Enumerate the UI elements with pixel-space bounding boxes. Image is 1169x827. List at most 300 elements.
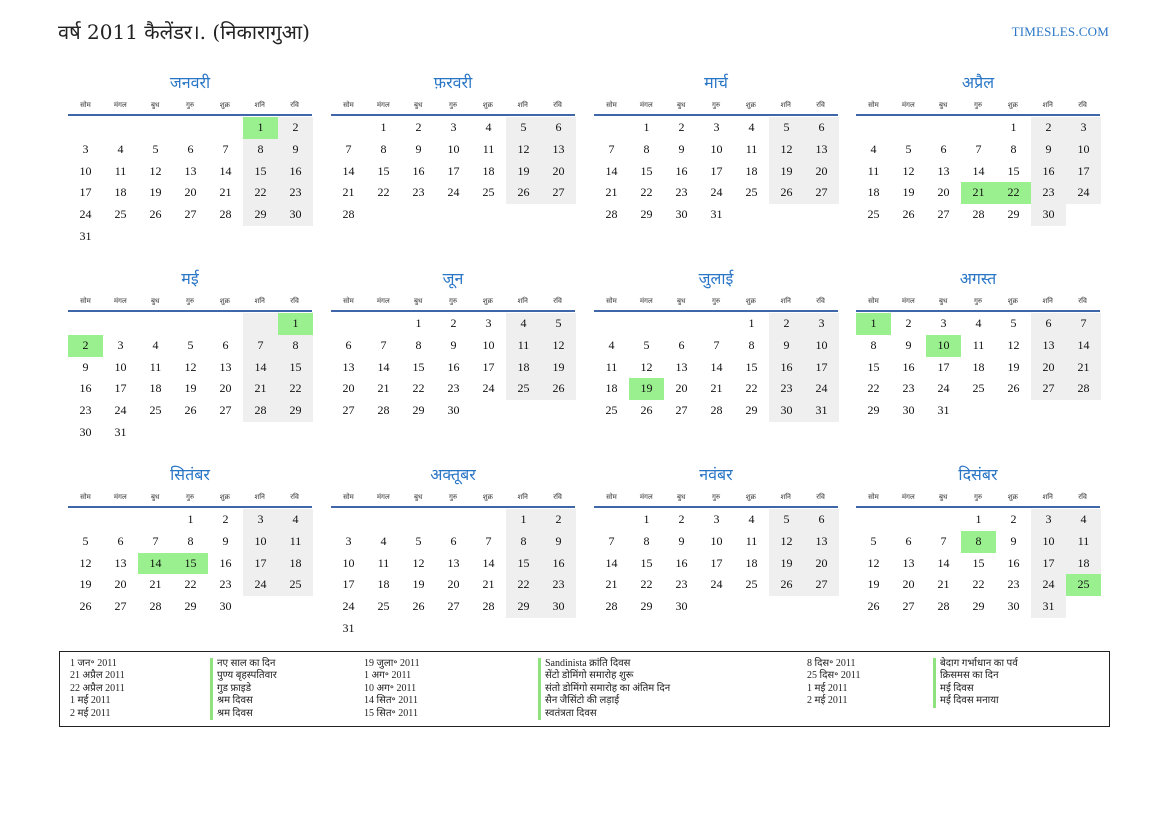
day-cell: 14 [219,163,232,178]
day-cell: 13 [184,163,197,178]
holiday-date: 22 अप्रैल 2011 [70,682,125,694]
weekday-label: शुक्र [745,297,756,305]
header-rule [331,310,575,312]
day-cell: 29 [640,599,653,614]
weekday-label: बुध [150,297,160,305]
day-cell: 4 [506,313,541,335]
day-cell: 23 [412,185,425,200]
day-grid [856,313,1101,422]
day-cell: 11 [278,531,313,553]
day-cell: 27 [342,403,355,418]
day-cell: 11 [745,141,758,156]
holiday-day-cell: 10 [926,335,961,357]
day-cell: 12 [1007,337,1020,352]
day-cell: 11 [114,163,127,178]
month-name: मई [181,269,199,288]
day-cell: 20 [219,381,232,396]
holiday-date: 1 जन॰ 2011 [70,658,117,669]
brand-link[interactable]: TIMESLES.COM [1011,24,1109,39]
day-cell: 6 [117,533,124,548]
day-grid [594,117,839,226]
weekday-label: गुरु [711,101,721,109]
weekday-label: गुरु [185,297,195,305]
day-cell: 2 [678,120,685,134]
weekday-label: गुरु [185,493,195,501]
day-cell: 16 [541,553,576,575]
day-cell: 9 [1031,139,1066,161]
weekday-header [68,98,312,112]
day-cell: 3 [713,120,720,134]
day-cell: 28 [219,207,232,222]
day-cell: 30 [278,204,313,226]
weekday-label: रवि [816,101,825,109]
weekday-label: मंगल [901,101,915,109]
holiday-date: 25 दिस॰ 2011 [807,670,861,682]
day-cell: 19 [541,357,576,379]
weekday-label: बुध [150,101,160,109]
day-cell: 30 [769,400,804,422]
weekday-label: शनि [1042,297,1053,305]
day-cell: 15 [377,163,390,178]
day-cell: 21 [605,577,618,592]
day-cell: 16 [79,381,92,396]
weekday-label: सोम [606,493,617,501]
empty-cell [366,313,401,335]
empty-cell [926,509,961,531]
empty-cell [103,313,138,335]
header-rule [856,506,1100,508]
empty-cell [594,509,629,531]
day-cell: 5 [769,509,804,531]
day-cell: 7 [345,141,352,156]
weekday-label: गुरु [185,101,195,109]
day-cell: 2 [769,313,804,335]
day-cell: 24 [482,381,495,396]
day-cell: 15 [278,357,313,379]
day-cell: 12 [769,139,804,161]
weekday-label: बुध [413,101,423,109]
empty-cell [208,117,243,139]
weekday-label: शुक्र [482,493,493,501]
day-cell: 7 [940,533,947,548]
holiday-date: 14 सित॰ 2011 [364,695,418,707]
day-cell: 27 [804,182,839,204]
weekday-label: शुक्र [219,297,230,305]
weekday-label: मंगल [376,297,390,305]
day-cell: 26 [79,599,92,614]
day-cell: 4 [485,120,492,134]
weekday-header [331,98,575,112]
day-cell: 13 [675,359,688,374]
weekday-header [856,98,1100,112]
weekday-header [594,294,838,308]
holiday-names-col1 [210,658,277,720]
day-cell: 15 [972,555,985,570]
weekday-label: शुक्र [745,101,756,109]
day-cell: 7 [222,141,229,156]
month-name: अगस्त [959,269,997,288]
day-cell: 17 [804,357,839,379]
day-cell: 30 [1007,599,1020,614]
day-cell: 13 [219,359,232,374]
weekday-label: शुक्र [745,493,756,501]
day-cell: 21 [243,378,278,400]
day-grid [594,313,839,422]
day-cell: 27 [937,207,950,222]
holiday-name: मई दिवस [933,683,1018,695]
weekday-label: रवि [553,297,562,305]
empty-cell [68,313,103,335]
day-cell: 12 [541,335,576,357]
day-cell: 15 [640,555,653,570]
day-cell: 1 [187,512,194,526]
day-cell: 12 [79,555,92,570]
holiday-name: मई दिवस मनाया [933,695,1018,707]
day-cell: 26 [149,207,162,222]
holiday-date: 10 अग॰ 2011 [364,682,417,694]
empty-cell [961,117,996,139]
day-cell: 27 [675,403,688,418]
day-cell: 29 [278,400,313,422]
day-cell: 6 [541,117,576,139]
day-cell: 30 [541,596,576,618]
day-cell: 13 [804,531,839,553]
day-cell: 10 [447,141,460,156]
day-cell: 5 [415,533,422,548]
holiday-day-cell: 1 [278,313,313,335]
day-cell: 19 [1007,359,1020,374]
weekday-label: मंगल [376,493,390,501]
day-cell: 29 [412,403,425,418]
weekday-label: मंगल [639,493,653,501]
day-cell: 2 [678,512,685,526]
weekday-label: मंगल [113,297,127,305]
day-cell: 22 [184,577,197,592]
day-cell: 19 [149,185,162,200]
day-cell: 11 [1066,531,1101,553]
day-cell: 1 [415,316,422,330]
day-cell: 4 [748,512,755,526]
day-cell: 25 [745,577,758,592]
month-name: जून [442,269,464,288]
day-cell: 21 [219,185,232,200]
day-cell: 19 [867,577,880,592]
day-cell: 10 [342,555,355,570]
day-cell: 3 [82,141,89,156]
day-cell: 10 [79,163,92,178]
month-block [856,72,1100,226]
day-cell: 5 [152,141,159,156]
month-name: फ़रवरी [433,73,473,92]
day-cell: 15 [745,359,758,374]
holiday-dates-col3 [807,658,861,708]
day-cell: 28 [937,599,950,614]
weekday-label: सोम [343,297,354,305]
day-cell: 18 [972,359,985,374]
holiday-name: नए साल का दिन [210,658,277,670]
header-rule [856,310,1100,312]
holiday-date: 21 अप्रैल 2011 [70,670,125,682]
day-cell: 25 [149,403,162,418]
day-cell: 16 [1031,161,1066,183]
day-cell: 14 [937,555,950,570]
header-rule [68,114,312,116]
weekday-label: गुरु [973,493,983,501]
holiday-date: 19 जुला॰ 2011 [364,658,420,669]
day-cell: 8 [870,337,877,352]
day-cell: 6 [804,117,839,139]
day-cell: 14 [710,359,723,374]
weekday-label: बुध [676,101,686,109]
day-cell: 24 [710,185,723,200]
empty-cell [856,509,891,531]
day-cell: 20 [342,381,355,396]
empty-cell [103,509,138,531]
day-cell: 30 [1031,204,1066,226]
empty-cell [471,509,506,531]
day-cell: 17 [1031,553,1066,575]
day-cell: 17 [243,553,278,575]
empty-cell [138,509,173,531]
day-cell: 10 [482,337,495,352]
day-cell: 24 [79,207,92,222]
empty-cell [103,117,138,139]
day-cell: 20 [804,553,839,575]
day-cell: 14 [377,359,390,374]
holiday-name: सैन जैसिंटो की लड़ाई [538,695,670,707]
weekday-label: सोम [868,101,879,109]
day-cell: 8 [380,141,387,156]
day-cell: 15 [243,161,278,183]
day-cell: 16 [675,555,688,570]
weekday-label: मंगल [376,101,390,109]
day-cell: 25 [377,599,390,614]
day-cell: 19 [506,161,541,183]
day-cell: 3 [804,313,839,335]
weekday-header [856,490,1100,504]
day-cell: 24 [710,577,723,592]
weekday-label: बुध [413,297,423,305]
day-cell: 11 [149,359,162,374]
weekday-label: शुक्र [219,101,230,109]
empty-cell [401,509,436,531]
day-cell: 25 [506,378,541,400]
day-cell: 31 [937,403,950,418]
day-grid [331,313,576,422]
empty-cell [331,313,366,335]
holiday-day-cell: 8 [961,531,996,553]
weekday-label: गुरु [711,493,721,501]
month-block [68,464,312,618]
day-cell: 17 [710,555,723,570]
empty-cell [68,117,103,139]
day-cell: 6 [804,509,839,531]
day-cell: 26 [184,403,197,418]
day-cell: 18 [745,555,758,570]
day-cell: 27 [114,599,127,614]
weekday-label: गुरु [448,101,458,109]
day-cell: 5 [769,117,804,139]
day-cell: 1 [748,316,755,330]
day-cell: 10 [1066,139,1101,161]
day-cell: 9 [1010,533,1017,548]
weekday-label: गुरु [448,297,458,305]
month-name: सितंबर [170,465,210,484]
header-rule [856,114,1100,116]
holiday-day-cell: 19 [629,378,664,400]
month-name: अप्रैल [961,73,995,92]
weekday-label: मंगल [639,101,653,109]
day-cell: 6 [1031,313,1066,335]
day-cell: 8 [643,141,650,156]
day-cell: 28 [605,207,618,222]
header-rule [331,506,575,508]
day-cell: 8 [187,533,194,548]
day-cell: 27 [184,207,197,222]
holiday-day-cell: 1 [243,117,278,139]
day-cell: 3 [1066,117,1101,139]
day-cell: 7 [608,533,615,548]
empty-cell [594,313,629,335]
empty-cell [891,117,926,139]
month-block [594,464,838,618]
day-cell: 30 [675,599,688,614]
day-cell: 5 [187,337,194,352]
day-cell: 9 [678,533,685,548]
month-block [331,268,575,422]
holiday-date: 2 मई 2011 [807,695,848,707]
holiday-date: 15 सित॰ 2011 [364,707,418,719]
day-cell: 14 [342,163,355,178]
day-cell: 23 [675,577,688,592]
day-cell: 4 [380,533,387,548]
weekday-label: शनि [254,101,265,109]
empty-cell [331,117,366,139]
day-cell: 20 [1031,357,1066,379]
day-cell: 22 [412,381,425,396]
holiday-name: गुड फ्राइडे [210,683,277,695]
day-cell: 18 [605,381,618,396]
weekday-label: गुरु [973,297,983,305]
day-cell: 9 [450,337,457,352]
day-cell: 1 [643,512,650,526]
day-cell: 14 [605,555,618,570]
weekday-label: बुध [676,493,686,501]
empty-cell [138,313,173,335]
day-cell: 18 [1066,553,1101,575]
day-cell: 23 [675,185,688,200]
weekday-label: सोम [80,297,91,305]
holiday-name: पुण्य बृहस्पतिवार [210,670,277,682]
holiday-date: 1 मई 2011 [807,682,848,694]
day-cell: 4 [608,337,615,352]
day-cell: 19 [769,161,804,183]
day-cell: 21 [342,185,355,200]
day-cell: 7 [380,337,387,352]
day-cell: 14 [605,163,618,178]
weekday-label: रवि [553,101,562,109]
day-cell: 23 [769,378,804,400]
day-cell: 9 [905,337,912,352]
day-cell: 6 [940,141,947,156]
day-cell: 6 [187,141,194,156]
day-cell: 11 [605,359,618,374]
day-cell: 11 [482,141,495,156]
day-cell: 2 [278,117,313,139]
day-cell: 9 [278,139,313,161]
day-cell: 28 [482,599,495,614]
weekday-label: गुरु [711,297,721,305]
header-rule [594,114,838,116]
day-cell: 22 [640,185,653,200]
day-cell: 29 [243,204,278,226]
day-cell: 17 [342,577,355,592]
day-cell: 10 [1031,531,1066,553]
day-cell: 3 [117,337,124,352]
day-cell: 28 [149,599,162,614]
day-cell: 27 [1031,378,1066,400]
empty-cell [243,313,278,335]
day-cell: 3 [1031,509,1066,531]
weekday-label: मंगल [639,297,653,305]
weekday-label: गुरु [448,493,458,501]
day-cell: 15 [506,553,541,575]
day-cell: 3 [450,120,457,134]
month-name: दिसंबर [958,465,998,484]
day-cell: 9 [415,141,422,156]
day-cell: 26 [902,207,915,222]
weekday-label: सोम [868,297,879,305]
day-cell: 22 [972,577,985,592]
empty-cell [68,509,103,531]
holiday-date: 1 अग॰ 2011 [364,670,412,682]
day-cell: 13 [937,163,950,178]
day-cell: 31 [1031,596,1066,618]
day-cell: 29 [867,403,880,418]
day-cell: 17 [482,359,495,374]
month-block [856,464,1100,618]
empty-cell [891,509,926,531]
weekday-label: शुक्र [1007,297,1018,305]
day-cell: 9 [769,335,804,357]
day-cell: 28 [972,207,985,222]
day-cell: 22 [867,381,880,396]
empty-cell [436,509,471,531]
day-cell: 28 [1066,378,1101,400]
month-name: मार्च [704,73,728,92]
day-cell: 22 [640,577,653,592]
weekday-label: शुक्र [1007,493,1018,501]
holiday-names-col2 [538,658,670,720]
month-name: जनवरी [169,73,211,92]
header-rule [68,506,312,508]
day-cell: 12 [867,555,880,570]
empty-cell [699,313,734,335]
holiday-day-cell: 25 [1066,574,1101,596]
holiday-name: स्वतंत्रता दिवस [538,708,670,720]
day-cell: 7 [485,533,492,548]
day-cell: 20 [447,577,460,592]
holiday-name: संतो डोमिंगो समारोह का अंतिम दिन [538,683,670,695]
weekday-label: रवि [816,297,825,305]
day-cell: 8 [643,533,650,548]
day-cell: 3 [243,509,278,531]
day-cell: 6 [678,337,685,352]
day-cell: 5 [506,117,541,139]
weekday-header [594,490,838,504]
holiday-date: 2 मई 2011 [70,707,111,719]
empty-cell [173,313,208,335]
